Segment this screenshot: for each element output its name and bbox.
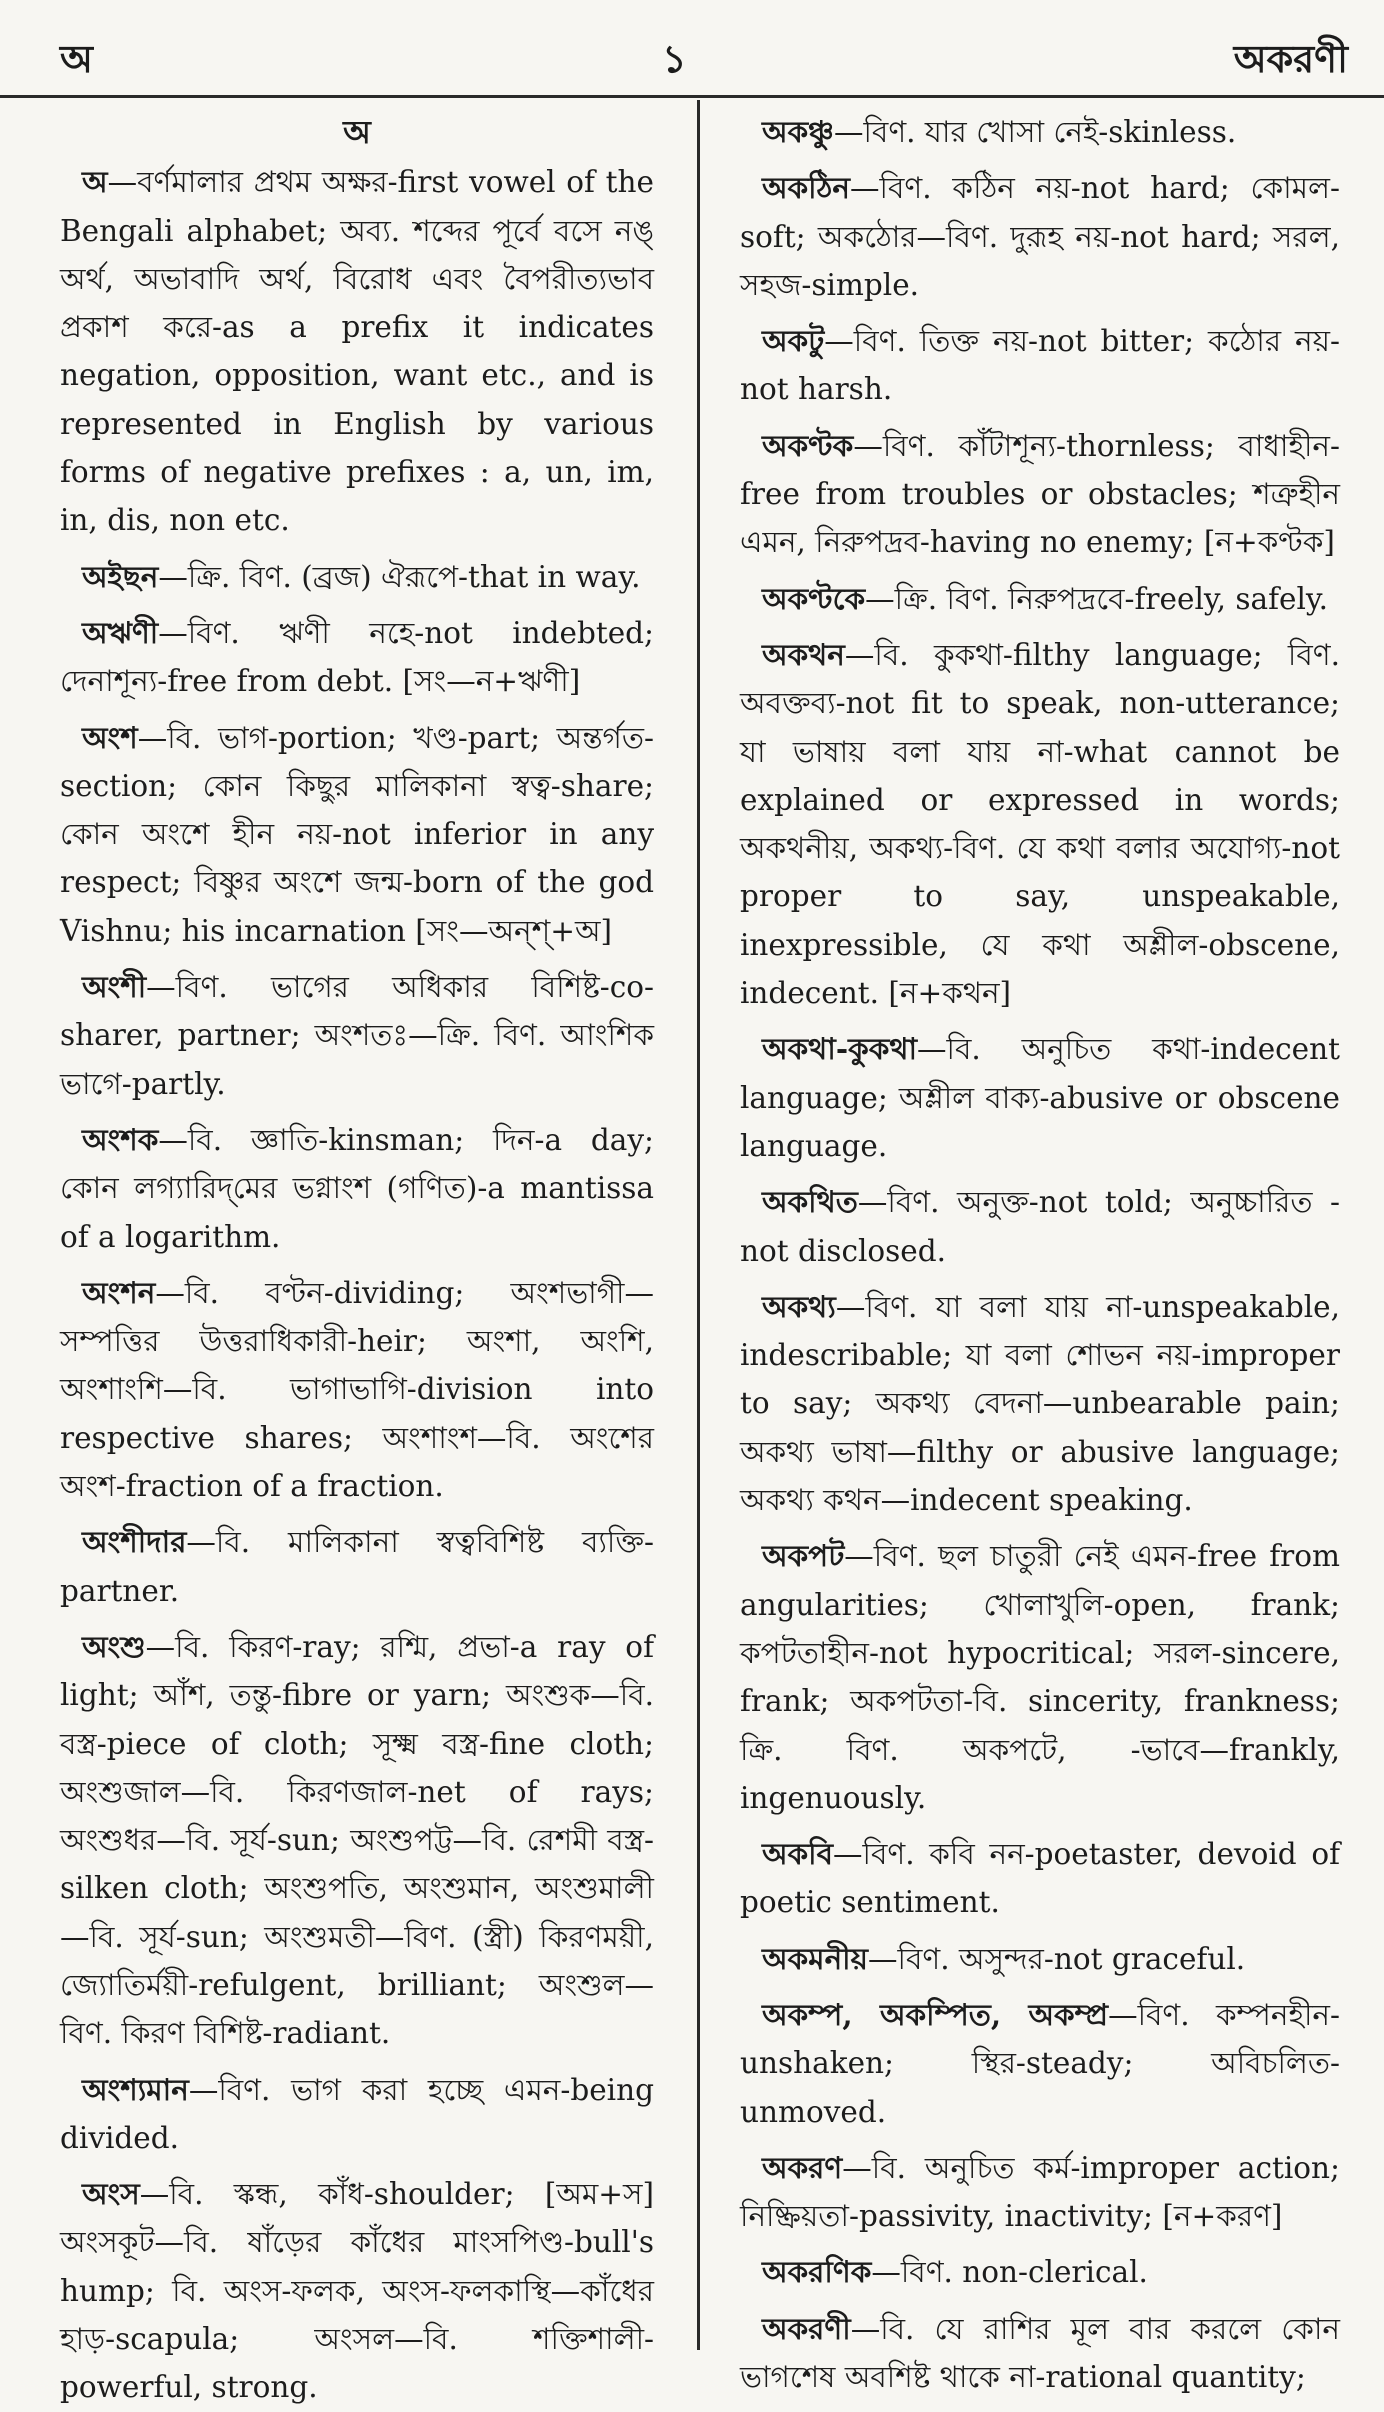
dictionary-entry: [60, 553, 654, 601]
dictionary-entry: [740, 631, 1340, 1017]
entry-headword: অকমনীয়: [762, 1940, 868, 1976]
column-divider: [697, 100, 700, 2350]
entry-headword: অংশীদার: [82, 1524, 187, 1560]
entry-definition: —বি. যে রাশির মূল বার করলে কোন ভাগশেষ অবশিষ্ট থাকে না-rational quantity;: [740, 2311, 1340, 2395]
dictionary-entry: [60, 158, 654, 544]
entry-definition: —বিণ. কঠিন নয়-not hard; কোমল-soft; অকঠোর—বিণ. দুরূহ নয়-not hard; সরল, সহজ-simple.: [740, 171, 1340, 302]
entry-headword: অংশ: [82, 719, 138, 755]
entry-definition: —বিণ. অসুন্দর-not graceful.: [868, 1941, 1246, 1976]
dictionary-entry: [60, 963, 654, 1108]
entry-definition: —বিণ. কম্পনহীন-unshaken; স্থির-steady; অবিচলিত-unmoved.: [740, 1997, 1340, 2129]
dictionary-entry: [60, 2170, 654, 2411]
entry-headword: অংশন: [82, 1274, 156, 1310]
dictionary-entry: [740, 1830, 1340, 1927]
entry-headword: অংশু: [82, 1628, 146, 1664]
dictionary-entry: [60, 2066, 654, 2163]
entry-headword: অকথ্য: [762, 1288, 836, 1324]
entry-definition: —ক্রি. বিণ. (ব্রজ) ঐরূপে-that in way.: [158, 559, 641, 594]
entry-headword: অকথা-কুকথা: [762, 1031, 918, 1067]
entry-definition: —বি. অনুচিত কর্ম-improper action; নিষ্ক্রিয়তা-passivity, inactivity; [ন+করণ]: [740, 2150, 1340, 2234]
dictionary-entry: [60, 1518, 654, 1615]
page-header: [0, 0, 1384, 98]
right-column: [740, 108, 1340, 2395]
entry-definition: —বি. মালিকানা স্বত্ববিশিষ্ট ব্যক্তি-partner.: [60, 1525, 654, 1608]
header-guide-word: অকরণী: [1233, 36, 1348, 81]
entry-definition: —বি. বণ্টন-dividing; অংশভাগী—সম্পত্তির উত্তরাধিকারী-heir; অংশা, অংশি, অংশাংশি—বি. ভাগাভাগি-division into respective shares; অংশাংশ—বি. অংশের অংশ-fraction of a fraction.: [60, 1275, 654, 1504]
dictionary-entry: [60, 1116, 654, 1261]
dictionary-entry: [60, 609, 654, 706]
dictionary-entry: [740, 2248, 1340, 2296]
entry-definition: —বি. জ্ঞাতি-kinsman; দিন-a day; কোন লগ্যারিদ্‌মের ভগ্নাংশ (গণিত)-a mantissa of a logarithm.: [60, 1122, 654, 1254]
page-number: ১: [662, 36, 687, 81]
entry-definition: —বিণ. ছল চাতুরী নেই এমন-free from angularities; খোলাখুলি-open, frank; কপটতাহীন-not hypocritical; সরল-sincere, frank; অকপটতা-বি. sincerity, frankness; ক্রি. বিণ. অকপটে, -ভাবে—frankly, ingenuously.: [740, 1539, 1340, 1815]
dictionary-entry: [740, 1991, 1340, 2136]
entry-definition: —বর্ণমালার প্রথম অক্ষর-first vowel of the Bengali alphabet; অব্য. শব্দের পূর্বে বসে নঙ্‌ অর্থ, অভাবাদি অর্থ, বিরোধ এবং বৈপরীত্যভাব প্রকাশ করে-as a prefix it indicates negation, opposition, want etc., and is represented in English by various forms of negative prefixes : a, un, im, in, dis, non etc.: [60, 165, 654, 538]
dictionary-entry: [740, 2305, 1340, 2402]
right-entries: [740, 108, 1340, 2401]
entry-headword: অকণ্টকে: [762, 580, 866, 616]
entry-headword: অকথিত: [762, 1184, 858, 1220]
section-letter: অ: [343, 113, 371, 151]
entry-headword: অকরণী: [762, 2310, 851, 2346]
entry-definition: —ক্রি. বিণ. নিরুপদ্রবে-freely, safely.: [865, 581, 1329, 616]
left-entries: [60, 158, 654, 2411]
entry-headword: অকঠিন: [762, 170, 851, 206]
dictionary-entry: [740, 422, 1340, 567]
entry-headword: অকম্প, অকম্পিত, অকম্প্র: [762, 1996, 1109, 2032]
dictionary-entry: [740, 1025, 1340, 1170]
entry-definition: —বি. কিরণ-ray; রশ্মি, প্রভা-a ray of light; আঁশ, তন্তু-fibre or yarn; অংশুক—বি. বস্ত্র-piece of cloth; সূক্ষ্ম বস্ত্র-fine cloth; অংশুজাল—বি. কিরণজাল-net of rays; অংশুধর—বি. সূর্য-sun; অংশুপট্ট—বি. রেশমী বস্ত্র-silken cloth; অংশুপতি, অংশুমান, অংশুমালী—বি. সূর্য-sun; অংশুমতী—বিণ. (স্ত্রী) কিরণময়ী, জ্যোতির্ময়ী-refulgent, brilliant; অংশুল—বিণ. কিরণ বিশিষ্ট-radiant.: [60, 1629, 654, 2051]
left-column: [60, 108, 654, 2405]
entry-headword: অ: [82, 164, 108, 200]
entry-definition: —বিণ. যা বলা যায় না-unspeakable, indescribable; যা বলা শোভন নয়-improper to say; অকথ্য বেদনা—unbearable pain; অকথ্য ভাষা—filthy or abusive language; অকথ্য কথন—indecent speaking.: [740, 1289, 1340, 1518]
dictionary-entry: [60, 1269, 654, 1510]
dictionary-entry: [740, 317, 1340, 414]
dictionary-entry: [740, 1178, 1340, 1275]
dictionary-entry: [740, 2144, 1340, 2241]
entry-headword: অংশ্যমান: [82, 2071, 189, 2107]
dictionary-entry: [740, 1532, 1340, 1822]
dictionary-entry: [740, 575, 1340, 623]
entry-definition: —বিণ. অনুক্ত-not told; অনুচ্চারিত - not disclosed.: [740, 1185, 1340, 1268]
dictionary-entry: [60, 714, 654, 955]
entry-headword: অকঞ্চু: [762, 114, 834, 149]
dictionary-entry: [740, 164, 1340, 309]
entry-headword: অকণ্টক: [762, 427, 854, 463]
entry-headword: অকরণ: [762, 2149, 843, 2185]
dictionary-entry: [740, 1935, 1340, 1983]
entry-headword: অকরণিক: [762, 2254, 872, 2290]
entry-definition: —বিণ. কবি নন-poetaster, devoid of poetic sentiment.: [740, 1837, 1340, 1920]
entry-definition: —বি. অনুচিত কথা-indecent language; অশ্লীল বাক্য-abusive or obscene language.: [740, 1032, 1340, 1163]
entry-headword: অংশী: [82, 969, 147, 1005]
entry-definition: —বিণ. তিক্ত নয়-not bitter; কঠোর নয়-not harsh.: [740, 324, 1340, 407]
entry-headword: অংশক: [82, 1121, 159, 1157]
entry-definition: —বিণ. কাঁটাশূন্য-thornless; বাধাহীন-free from troubles or obstacles; শত্রুহীন এমন, নিরুপদ্রব-having no enemy; [ন+কণ্টক]: [740, 428, 1340, 560]
entry-definition: —বিণ. ভাগ করা হচ্ছে এমন-being divided.: [60, 2072, 654, 2155]
entry-definition: —বি. স্কন্ধ, কাঁধ-shoulder; [অম+স] অংসকূট—বি. ষাঁড়ের কাঁধের মাংসপিণ্ড-bull's hump; বি. অংস-ফলক, অংস-ফলকাস্থি—কাঁধের হাড়-scapula; অংসল—বি. শক্তিশালী-powerful, strong.: [60, 2177, 654, 2405]
dictionary-entry: [740, 1283, 1340, 1524]
entry-headword: অঋণী: [82, 614, 159, 650]
entry-headword: অংস: [82, 2176, 140, 2212]
entry-headword: অকথন: [762, 636, 845, 672]
entry-definition: —বি. কুকথা-filthy language; বিণ. অবক্তব্য-not fit to speak, non-utterance; যা ভাষায় বলা যায় না-what cannot be explained or expressed in words; অকথনীয়, অকথ্য-বিণ. যে কথা বলার অযোগ্য-not proper to say, unspeakable, inexpressible, যে কথা অশ্লীল-obscene, indecent. [ন+কথন]: [740, 637, 1340, 1011]
dictionary-entry: [740, 108, 1340, 156]
dictionary-entry: [60, 1623, 654, 2058]
entry-definition: —বিণ. non-clerical.: [871, 2255, 1148, 2290]
entry-definition: —বিণ. যার খোসা নেই-skinless.: [833, 115, 1237, 149]
entry-definition: —বিণ. ঋণী নহে-not indebted; দেনাশূন্য-free from debt. [সং—ন+ঋণী]: [60, 615, 654, 699]
entry-definition: —বি. ভাগ-portion; খণ্ড-part; অন্তর্গত-section; কোন কিছুর মালিকানা স্বত্ব-share; কোন অংশে হীন নয়-not inferior in any respect; বিষ্ণুর অংশে জন্ম-born of the god Vishnu; his incarnation [সং—অন্‌শ্‌+অ]: [60, 720, 654, 948]
entry-headword: অকটু: [762, 323, 825, 359]
entry-headword: অকপট: [762, 1538, 845, 1574]
entry-headword: অইছন: [82, 558, 159, 594]
header-left-letter: অ: [60, 36, 93, 81]
entry-headword: অকবি: [762, 1836, 834, 1872]
entry-definition: —বিণ. ভাগের অধিকার বিশিষ্ট-co-sharer, partner; অংশতঃ—ক্রি. বিণ. আংশিক ভাগে-partly.: [60, 970, 654, 1101]
